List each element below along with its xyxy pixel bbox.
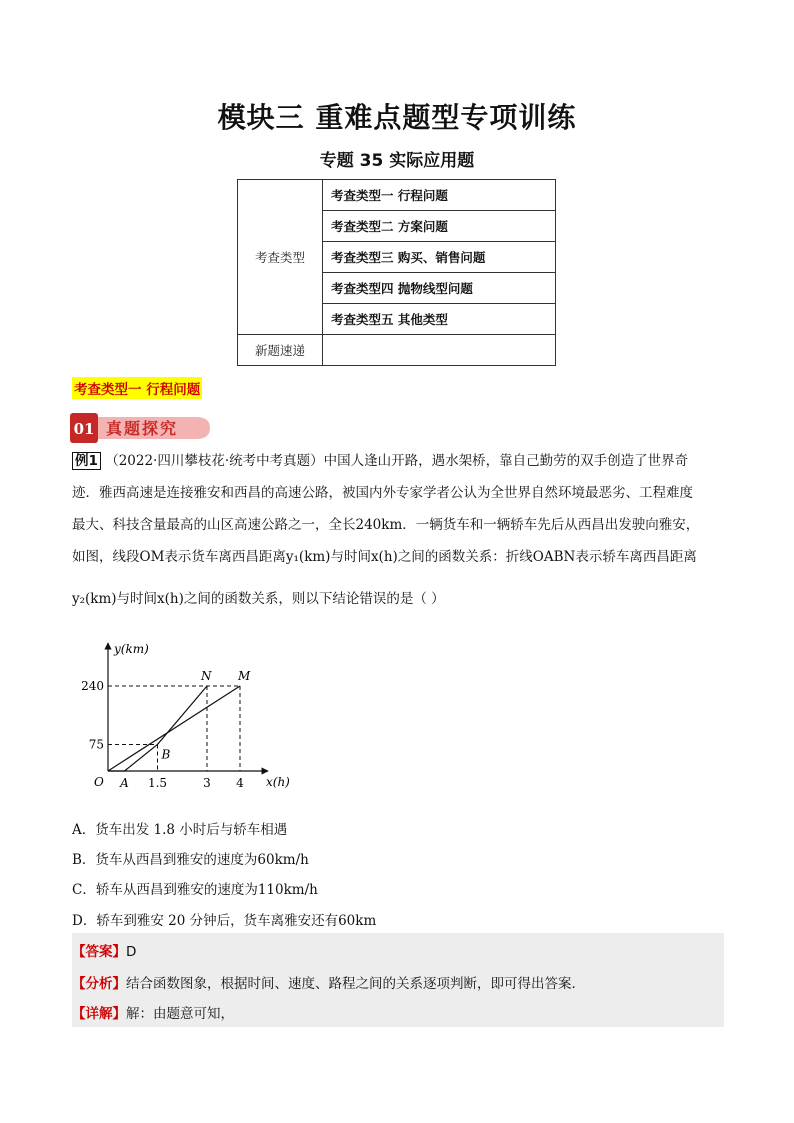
origin-label: O — [94, 775, 104, 789]
point-label-M: M — [238, 669, 251, 683]
question-line-4: 如图，线段OM表示货车离西昌距离y₁(km)与时间x(h)之间的函数关系：折线OABN表示轿车离西昌距离 — [72, 549, 697, 565]
banner-number: 01 — [73, 420, 95, 438]
distance-time-chart — [78, 633, 308, 793]
x-tick-1.5: 1.5 — [147, 776, 168, 790]
topic-table — [237, 179, 556, 366]
section-title: 考查类型一 行程问题 — [72, 377, 202, 399]
x-axis-label: x(h) — [266, 775, 290, 789]
point-label-B: B — [161, 747, 171, 762]
sub-title: 专题 35 实际应用题 — [319, 151, 475, 171]
x-tick-A: A — [120, 776, 129, 790]
answer-text: D — [126, 944, 137, 960]
y-axis-label: y(km) — [114, 642, 149, 656]
question-line-2: 迹．雅西高速是连接雅安和西昌的高速公路，被国内外专家学者公认为全世界自然环境最恶劣、工程难度 — [72, 485, 693, 501]
answer-tag: 【答案】 — [72, 944, 126, 960]
analysis-text: 结合函数图象，根据时间、速度、路程之间的关系逐项判断，即可得出答案． — [126, 976, 585, 992]
detail-text: 解：由题意可知， — [126, 1006, 234, 1022]
question-line-1: 例1 （2022·四川攀枝花·统考中考真题）中国人逢山开路，遇水架桥，靠自己勤劳的双手创造了世界奇 — [72, 446, 724, 477]
point-label-N: N — [201, 669, 212, 683]
question-line-3: 最大、科技含量最高的山区高速公路之一，全长240km．一辆货车和一辆轿车先后从西昌出发驶向雅安， — [72, 517, 700, 533]
main-title: 模块三 重难点题型专项训练 — [217, 101, 577, 134]
question-line-5: y₂(km)与时间x(h)之间的函数关系，则以下结论错误的是（ ） — [72, 591, 445, 607]
y-tick-75: 75 — [88, 737, 104, 752]
option-c: C．轿车从西昌到雅安的速度为110km/h — [72, 882, 318, 898]
toc-item-1: 考查类型一 行程问题 — [323, 180, 556, 211]
option-d: D．轿车到雅安 20 分钟后，货车离雅安还有60km — [72, 913, 377, 929]
x-tick-3: 3 — [203, 776, 211, 790]
analysis-line — [72, 972, 585, 992]
toc-item-3: 考查类型三 购买、销售问题 — [323, 242, 556, 273]
example-label: 例1 — [72, 452, 101, 470]
toc-item-5: 考查类型五 其他类型 — [323, 304, 556, 335]
toc-item-4: 考查类型四 抛物线型问题 — [323, 273, 556, 304]
analysis-tag: 【分析】 — [72, 976, 126, 992]
banner-text: 真题探究 — [106, 419, 179, 438]
detail-tag: 【详解】 — [72, 1006, 126, 1022]
category-label: 考查类型 — [238, 180, 323, 335]
option-b: B．货车从西昌到雅安的速度为60km/h — [72, 852, 309, 868]
new-label: 新题速递 — [238, 335, 323, 366]
answer-line — [72, 940, 136, 960]
x-tick-4: 4 — [236, 776, 244, 790]
option-a: A．货车出发 1.8 小时后与轿车相遇 — [72, 822, 288, 838]
series-oabn — [108, 686, 207, 771]
detail-line — [72, 1002, 234, 1022]
new-value — [323, 335, 556, 366]
section-banner — [70, 413, 212, 443]
toc-item-2: 考查类型二 方案问题 — [323, 211, 556, 242]
y-tick-240: 240 — [81, 679, 104, 693]
series-om — [108, 686, 240, 771]
